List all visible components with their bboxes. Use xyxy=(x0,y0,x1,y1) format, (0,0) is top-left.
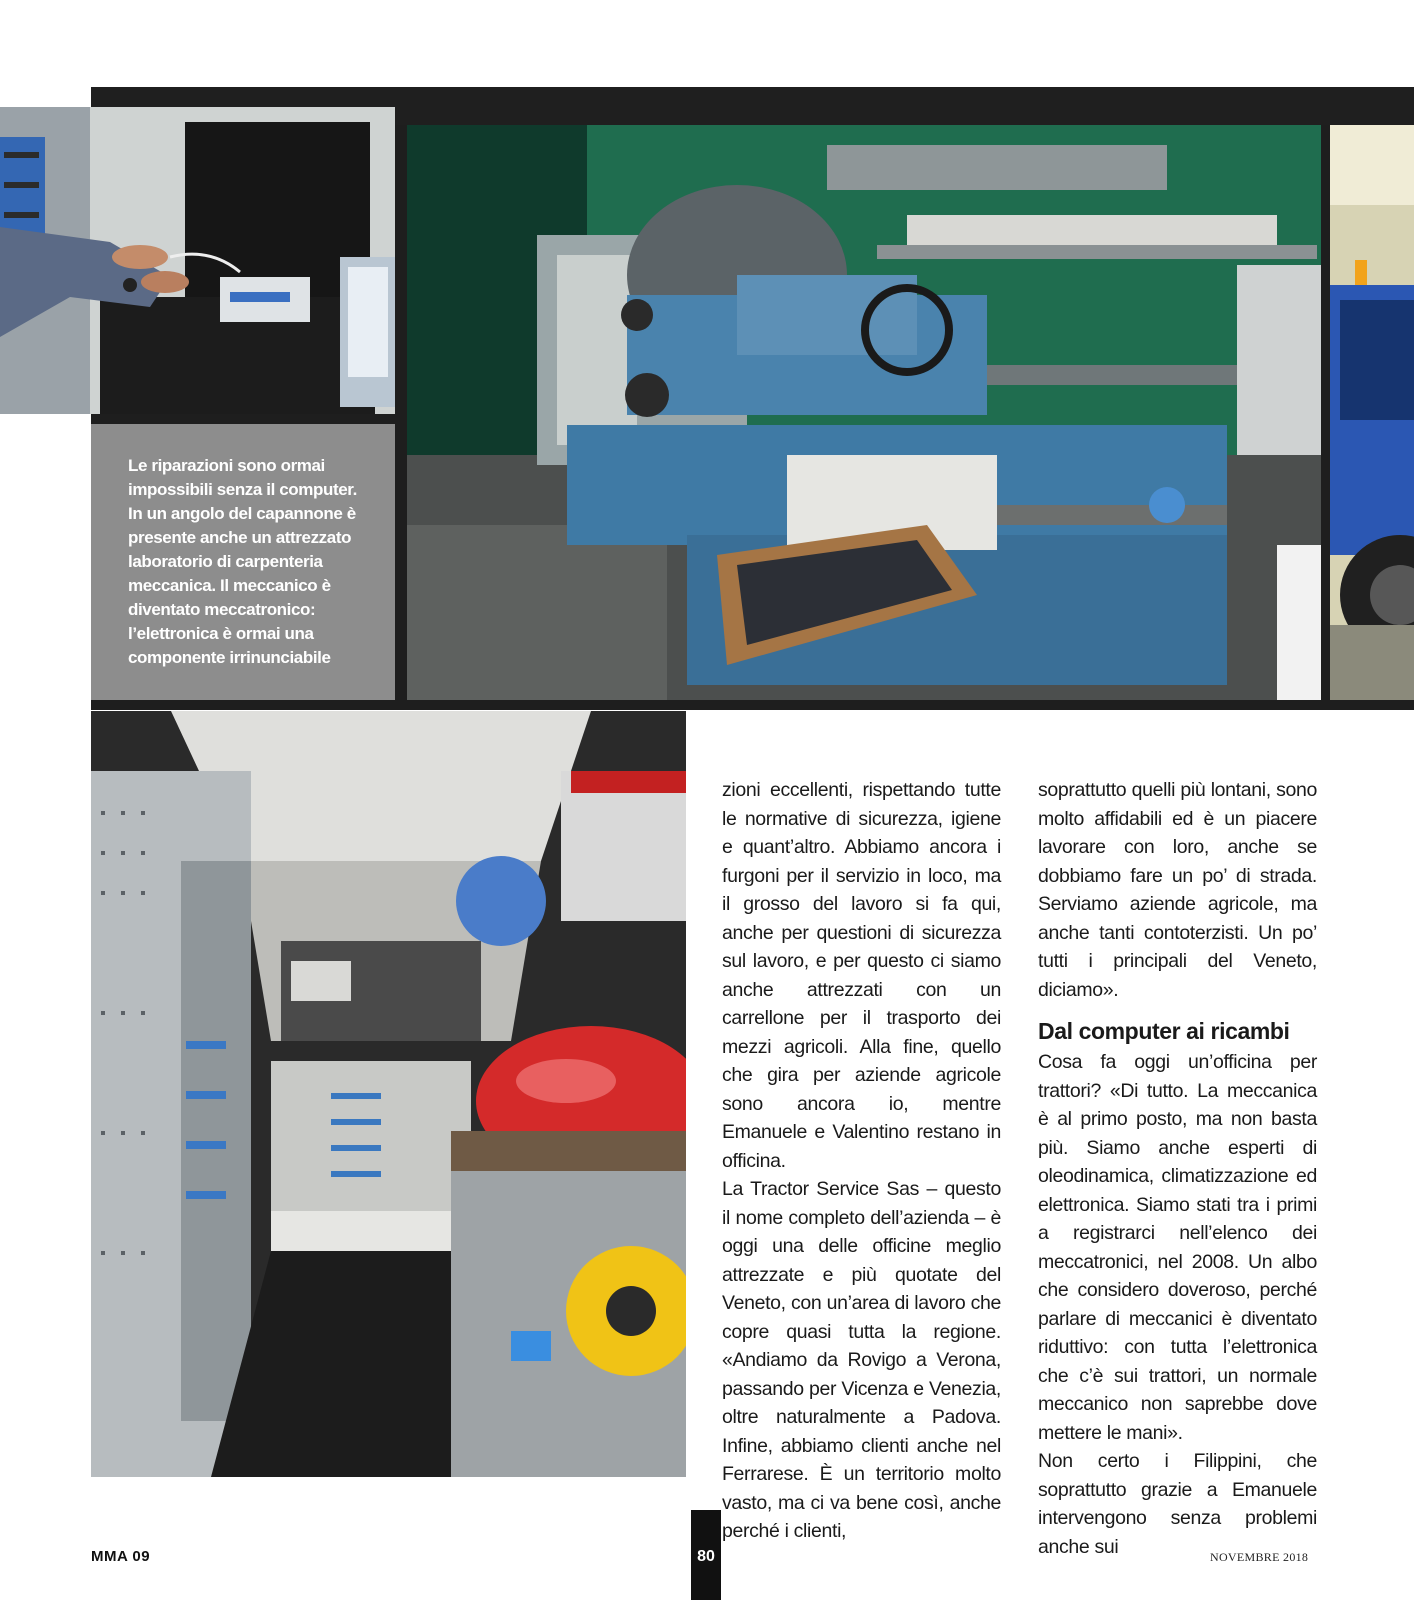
photo-caption-box xyxy=(91,424,395,700)
article-column-2 xyxy=(1038,776,1317,1561)
article-paragraph: Non certo i Filippini, che soprattutto grazie a Emanuele intervengono senza problemi anche sui xyxy=(1038,1450,1317,1558)
issue-date: NOVEMBRE 2018 xyxy=(1210,1550,1309,1564)
article-paragraph: La Tractor Service Sas – questo il nome completo dell’azienda – è oggi una delle officine meglio attrezzate e più quotate del Veneto, con un’area di lavoro che copre quasi tutta la regione. «Andiamo da Rovigo a Verona, passando per Vicenza e Venezia, oltre naturalmente a Padova. Infine, abbiamo clienti anche nel Ferrarese. È un territorio molto vasto, ma ci va bene così, anche perché i clienti, xyxy=(722,1178,1001,1542)
article-paragraph: soprattutto quelli più lontani, sono molto affidabili ed è un piacere lavorare con loro, anche se dobbiamo fare un po’ di strada. Serviamo aziende agricole, ma anche tanti contoterzisti. Un po’ tutti i principali del Veneto, diciamo». xyxy=(1038,779,1317,1001)
article-paragraph: Cosa fa oggi un’officina per trattori? «Di tutto. La meccanica è al primo posto, ma non basta più. Siamo anche esperti di oleodinamica, climatizzazione ed elettronica. Siamo stati tra i primi a registrarci nell’elenco dei meccatronici, nel 2008. Un albo che considero doveroso, perché parlare di meccanici è diventato riduttivo: con tutta l’elettronica che c’è sui trattori, un normale meccanico non saprebbe dove mettere le mani». xyxy=(1038,1051,1317,1444)
photo-caption: Le riparazioni sono ormai impossibili senza il computer. In un angolo del capannone è presente anche un attrezzato laboratorio di carpenteria meccanica. Il meccanico è diventato meccatronico: l’elettronica è ormai una componente irrinunciabile xyxy=(128,456,357,667)
section-heading: Dal computer ai ricambi xyxy=(1038,1018,1290,1044)
magazine-name: MMA 09 xyxy=(91,1548,151,1565)
page-number-tab xyxy=(691,1510,721,1600)
page-number: 80 xyxy=(697,1548,715,1565)
article-column-1 xyxy=(722,776,1001,1546)
photo-lathe-workshop xyxy=(407,125,1321,700)
article-paragraph: zioni eccellenti, rispettando tutte le normative di sicurezza, igiene e quant’altro. Abbiamo ancora i furgoni per il servizio in loco, ma il grosso del lavoro si fa qui, anche per questioni di sicurezza sul lavoro, e per questo ci siamo anche attrezzati con un carrellone per il trasporto dei mezzi agricoli. Alla fine, quello che gira per aziende agricole sono ancora io, mentre Emanuele e Valentino restano in officina. xyxy=(722,779,1001,1172)
photo-diagnostics-laptop xyxy=(0,107,395,414)
photo-tractor-edge xyxy=(1330,125,1414,700)
photo-service-van-interior xyxy=(91,711,686,1477)
